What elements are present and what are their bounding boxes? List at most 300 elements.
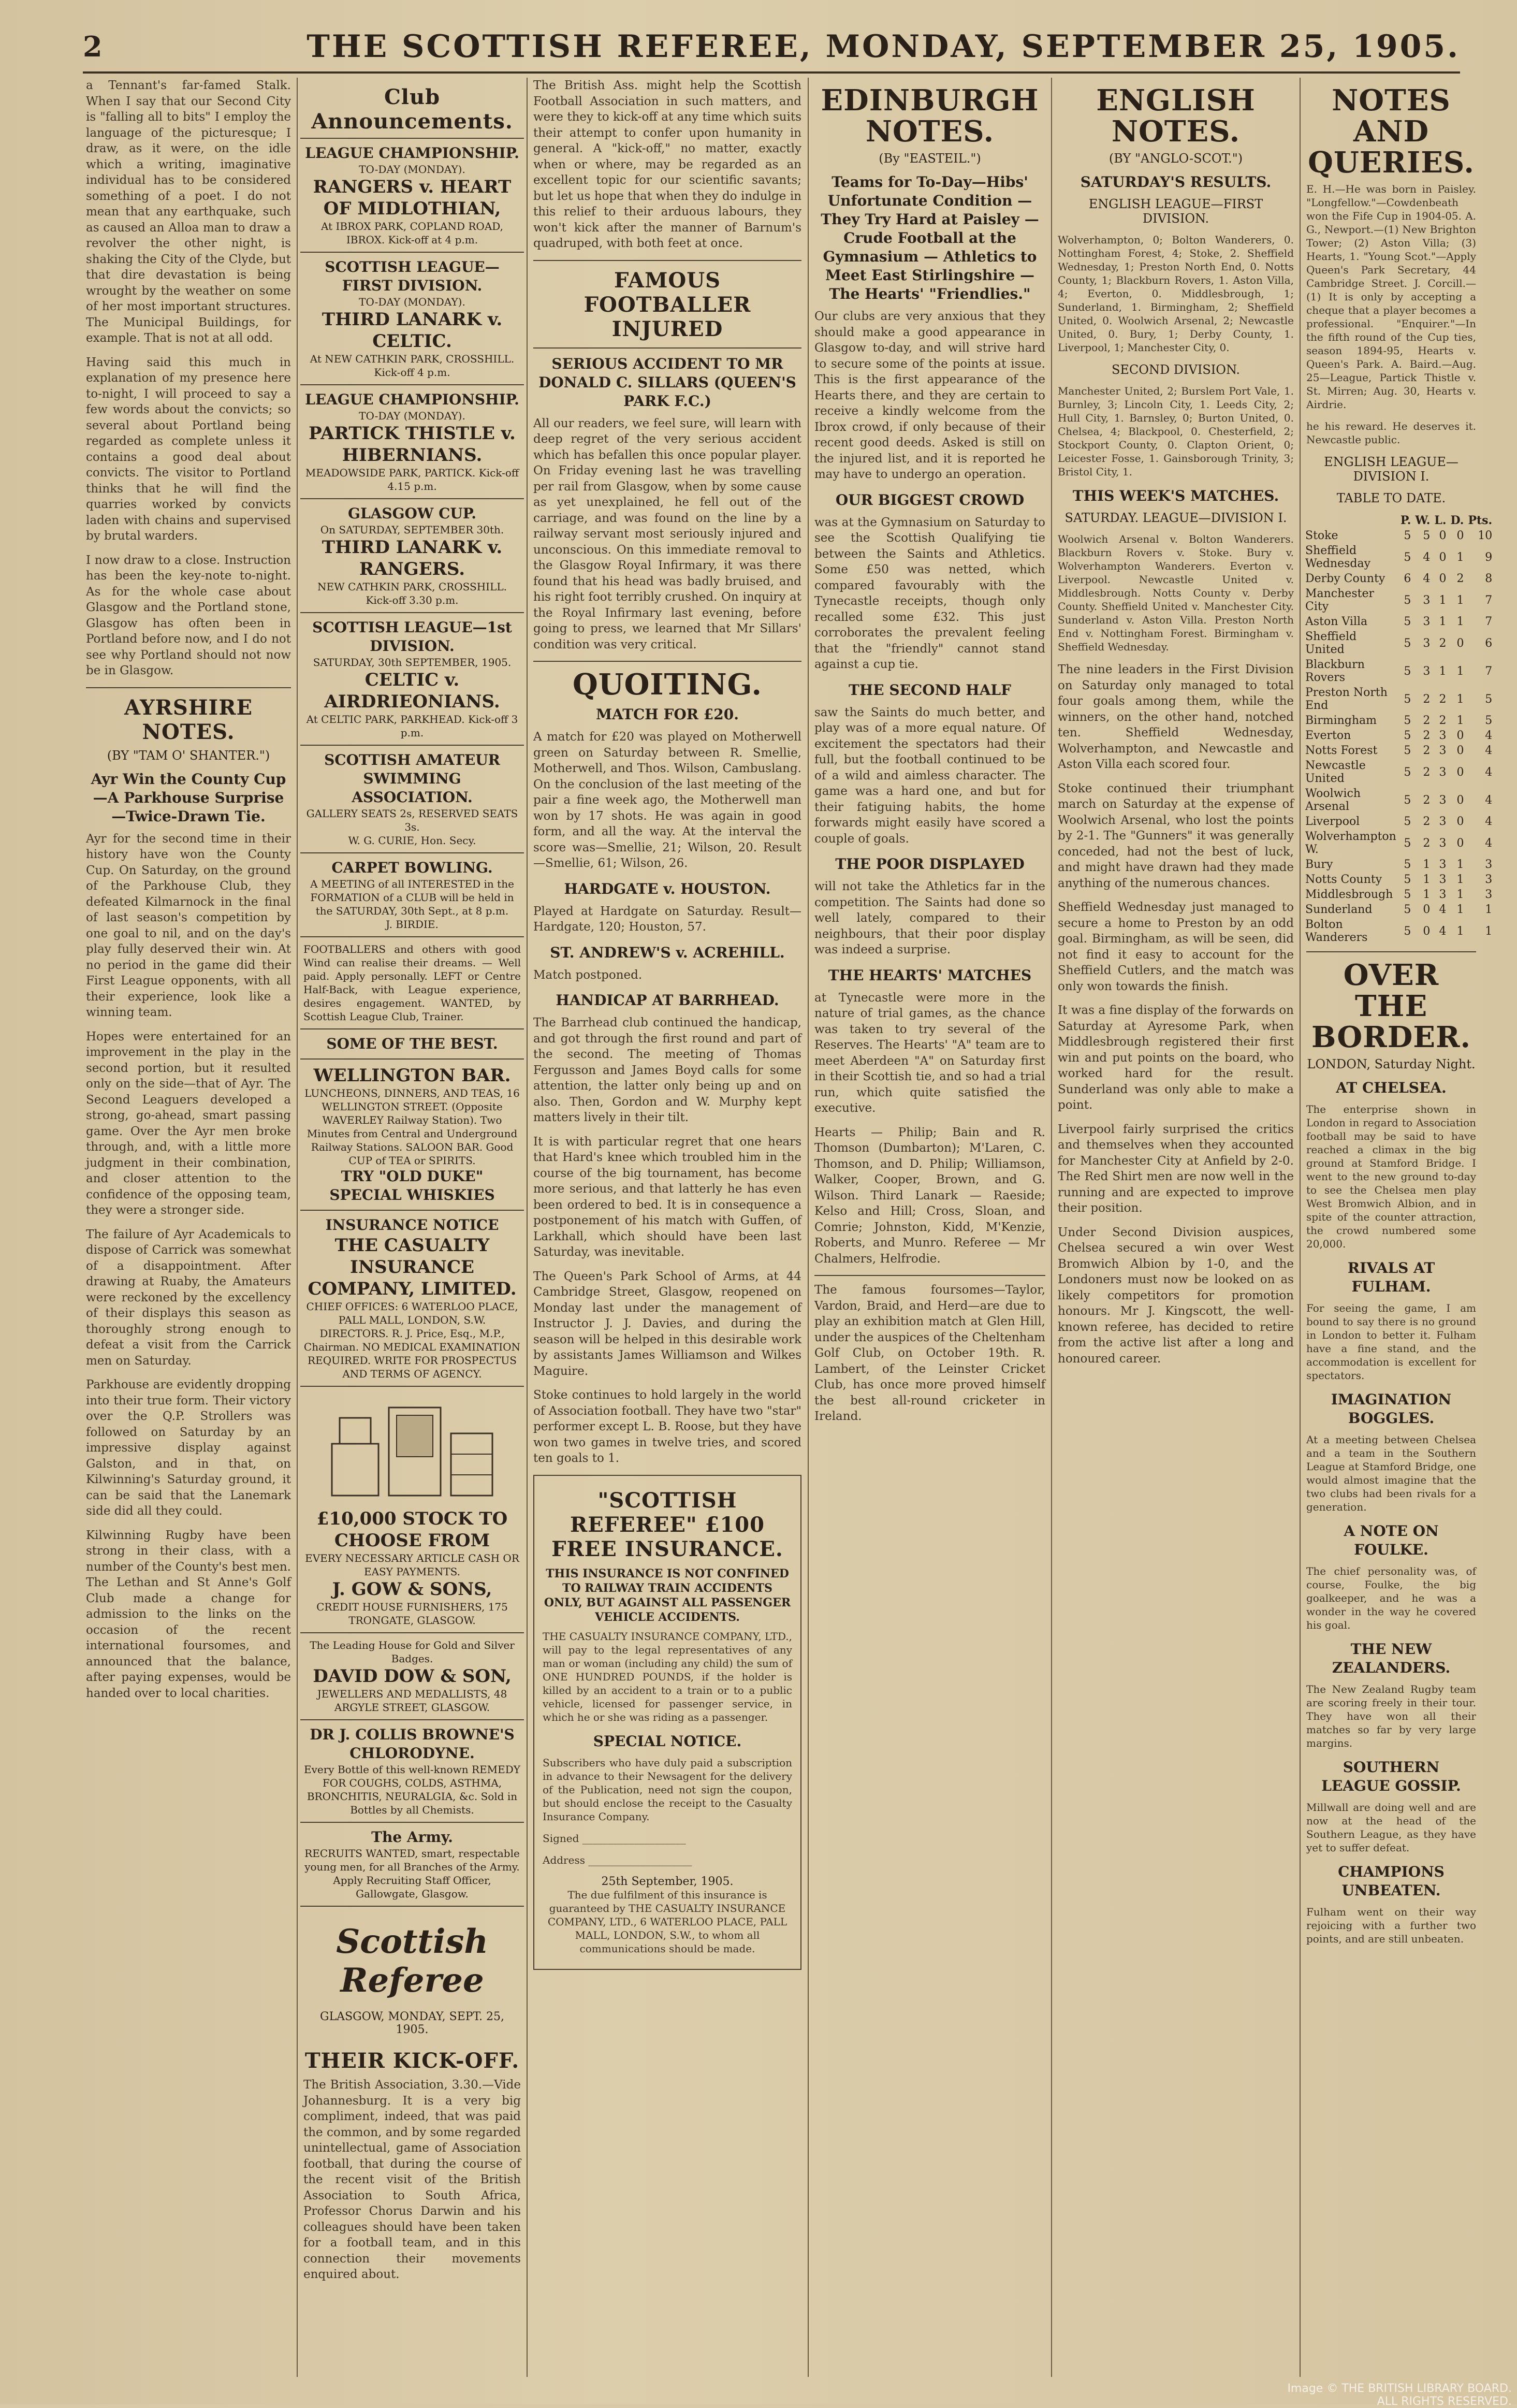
stat-cell: 2 bbox=[1423, 815, 1431, 828]
stat-cell: 5 bbox=[1404, 729, 1411, 742]
stat-cell: 4 bbox=[1439, 924, 1447, 938]
special-notice-title: SPECIAL NOTICE. bbox=[593, 1732, 742, 1750]
advert-heading: GLASGOW CUP. bbox=[348, 505, 476, 522]
advert-text: Every Bottle of this well-known REMEDY FOR COUGHS, COLDS, ASTHMA, BRONCHITIS, NEURALGIA, &c. Sold in Bottles by all Chemists. bbox=[304, 1763, 520, 1816]
stat-cell: 0 bbox=[1423, 924, 1431, 938]
column-5 bbox=[1055, 78, 1297, 2377]
article-paragraph: Liverpool fairly surprised the critics and themselves when they accounted for Manchester City at Anfield by 2-0. The Red Shirt men are now well in the running and are expected to improve their position. bbox=[1058, 1122, 1294, 1215]
furniture-advert bbox=[300, 1386, 524, 1632]
queries-answers: E. H.—He was born in Paisley. "Longfellow."—Cowdenbeath won the Fife Cup in 1904-05. A. G., Newport.—(1) New Brighton Tower; (2) Aston Villa; (3) Hearts, 1. "Young Scot."—Apply Queen's Park Secretary, 44 Cambridge Street. J. Corcill.—(1) It is only by accepting a cheque that a player becomes a professional. "Enquirer."—In the fifth round of the Cup ties, season 1894-95, Hearts v. Queen's Park. A. Baird.—Aug. 25—League, Partick Thistle v. St. Mirren; Aug. 30, Hearts v. Airdrie. bbox=[1306, 183, 1476, 411]
team-name-cell: Sheffield Wednesday bbox=[1305, 544, 1371, 570]
stat-cell: 2 bbox=[1423, 714, 1431, 727]
jeweller-advert bbox=[300, 1632, 524, 1719]
army-advert bbox=[300, 1822, 524, 1906]
league-table-title: ENGLISH LEAGUE—DIVISION I. bbox=[1324, 455, 1458, 484]
advert-tagline: The Leading House for Gold and Silver Badges. bbox=[310, 1639, 515, 1665]
table-row bbox=[1303, 872, 1494, 887]
team-name-cell: Middlesbrough bbox=[1305, 888, 1393, 901]
club-announcements-heading: Club Announcements. bbox=[311, 85, 513, 134]
stat-cell: 3 bbox=[1439, 744, 1447, 757]
stat-cell: 5 bbox=[1404, 615, 1411, 628]
advert-fixture: RANGERS v. HEART OF MIDLOTHIAN, bbox=[313, 177, 512, 219]
advert-venue: MEADOWSIDE PARK, PARTICK. Kick-off 4.15 p.m. bbox=[305, 467, 519, 492]
league-table-subtitle: TABLE TO DATE. bbox=[1336, 491, 1446, 505]
table-header-cell: L. bbox=[1434, 514, 1447, 527]
team-name-cell: Woolwich Arsenal bbox=[1305, 787, 1361, 813]
stat-cell: 2 bbox=[1423, 692, 1431, 706]
signature-line[interactable]: Signed ____________________ bbox=[543, 1832, 686, 1845]
ayrshire-subheading: Ayr Win the County Cup—A Parkhouse Surprise—Twice-Drawn Tie. bbox=[91, 770, 286, 825]
advert-tagline: TRY "OLD DUKE" SPECIAL WHISKIES bbox=[329, 1168, 495, 1203]
advert-title: WELLINGTON BAR. bbox=[313, 1065, 511, 1086]
wellington-advert bbox=[300, 1058, 524, 1210]
stat-cell: 1 bbox=[1456, 615, 1464, 628]
advert-fixture: CELTIC v. AIRDRIEONIANS. bbox=[324, 670, 500, 712]
column-4 bbox=[811, 78, 1048, 2377]
club-advert bbox=[300, 498, 524, 612]
stat-cell: 6 bbox=[1404, 572, 1411, 585]
page-number: 2 bbox=[83, 30, 103, 63]
article-paragraph: Millwall are doing well and are now at the head of the Southern League, as they have yet to suffer defeat. bbox=[1306, 1801, 1476, 1854]
column-6 bbox=[1303, 78, 1493, 2377]
stat-cell: 3 bbox=[1485, 858, 1493, 871]
stat-cell: 7 bbox=[1485, 593, 1493, 607]
stat-cell: 4 bbox=[1485, 815, 1493, 828]
stat-cell: 6 bbox=[1485, 636, 1493, 650]
stat-cell: 5 bbox=[1404, 636, 1411, 650]
article-paragraph: The British Ass. might help the Scottish Football Association in such matters, and were they to kick-off at any time which suits their attempt to confer upon humanity in general. A "kick-off," no matter, exactly when or where, may be regarded as an excellent topic for our scientific savants; but let us hope that when they do indulge in this relief to their arduous labours, they won't kick after the manner of Barnum's quadruped, with both feet at once. bbox=[533, 79, 801, 250]
coupon-date: 25th September, 1905. bbox=[601, 1875, 734, 1888]
stat-cell: 2 bbox=[1439, 714, 1447, 727]
advert-text: CHIEF OFFICES: 6 WATERLOO PLACE, PALL MALL, LONDON, S.W. DIRECTORS. R. J. Price, Esq., M.P., Chairman. NO MEDICAL EXAMINATION REQUIRED. WRITE FOR PROSPECTUS AND TERMS OF AGENCY. bbox=[303, 1300, 521, 1380]
advert-fixture: THIRD LANARK v. RANGERS. bbox=[322, 537, 503, 579]
advert-venue: At IBROX PARK, COPLAND ROAD, IBROX. Kick-off at 4 p.m. bbox=[321, 220, 503, 246]
article-paragraph: Kilwinning Rugby have been strong in their class, with a number of the County's best men. The Lethan and St Anne's Golf Club made a change for admission to the links on the occasion of the recent international foursomes, and announced that the balance, after paying expenses, would be handed over to local charities. bbox=[86, 1528, 291, 1700]
stat-cell: 2 bbox=[1456, 572, 1464, 585]
table-row bbox=[1303, 887, 1494, 902]
table-header-cell: W. bbox=[1415, 514, 1431, 527]
stat-cell: 5 bbox=[1404, 765, 1411, 779]
divider bbox=[533, 347, 801, 349]
edinburgh-heading: EDINBURGH NOTES. bbox=[821, 83, 1039, 149]
stat-cell: 0 bbox=[1439, 550, 1447, 564]
stat-cell: 5 bbox=[1423, 529, 1431, 542]
stat-cell: 0 bbox=[1456, 815, 1464, 828]
article-paragraph: For seeing the game, I am bound to say there is no ground in London to better it. Fulham have a fine stand, and the accommodation is excellent for spectators. bbox=[1306, 1302, 1476, 1382]
article-paragraph: was at the Gymnasium on Saturday to see the Scottish Qualifying tie between the Saints and Athletics. Some £50 was netted, which compared favourably with the Tynecastle receipts, though only recalled some £32. This just corroborates the prevalent feeling that the "friendly" cannot stand against a cup tie. bbox=[814, 515, 1045, 671]
advert-text: RECRUITS WANTED, smart, respectable young men, for all Branches of the Army. Apply Recruiting Staff Officer, Gallowgate, Glasgow. bbox=[304, 1847, 520, 1900]
advert-title: The Army. bbox=[371, 1829, 453, 1846]
stat-cell: 7 bbox=[1485, 664, 1493, 678]
stat-cell: 1 bbox=[1439, 615, 1447, 628]
advert-date: A MEETING of all INTERESTED in the FORMATION of a CLUB will be held in the SATURDAY, 30th Sept., at 8 p.m. bbox=[310, 878, 514, 917]
stat-cell: 1 bbox=[1456, 692, 1464, 706]
section-subheading: THE HEARTS' MATCHES bbox=[828, 966, 1032, 984]
stat-cell: 3 bbox=[1439, 765, 1447, 779]
advert-heading: CARPET BOWLING. bbox=[331, 859, 493, 876]
stat-cell: 0 bbox=[1456, 744, 1464, 757]
advert-venue: At NEW CATHKIN PARK, CROSSHILL. Kick-off 4 p.m. bbox=[310, 353, 515, 379]
match-subheading: ST. ANDREW'S v. ACREHILL. bbox=[550, 944, 785, 961]
stat-cell: 3 bbox=[1485, 873, 1493, 886]
coupon-title: "SCOTTISH REFEREE" £100 FREE INSURANCE. bbox=[551, 1488, 783, 1561]
table-row bbox=[1303, 543, 1494, 571]
table-row bbox=[1303, 528, 1494, 543]
stat-cell: 5 bbox=[1404, 692, 1411, 706]
table-row bbox=[1303, 713, 1494, 728]
classifieds bbox=[300, 936, 524, 1028]
advert-heading: LEAGUE CHAMPIONSHIP. bbox=[305, 144, 519, 162]
injury-heading: FAMOUS FOOTBALLER INJURED bbox=[584, 268, 751, 341]
league-table bbox=[1303, 513, 1494, 945]
results-division-heading: ENGLISH LEAGUE—FIRST DIVISION. bbox=[1088, 197, 1263, 226]
stat-cell: 0 bbox=[1456, 765, 1464, 779]
stat-cell: 5 bbox=[1404, 836, 1411, 850]
table-header-cell: Pts. bbox=[1468, 514, 1493, 527]
masthead-rule bbox=[83, 71, 1460, 74]
article-paragraph: The enterprise shown in London in regard to Association football may be said to have reached a climax in the big ground at Stamford Bridge. I went to the new ground to-day to see the Chelsea men play West Bromwich Albion, and in spite of the counter attraction, the crowd numbered some 20,000. bbox=[1306, 1103, 1476, 1250]
table-row bbox=[1303, 857, 1494, 872]
article-paragraph: Ayr for the second time in their history have won the County Cup. On Saturday, on the ground of the Parkhouse Club, they defeated Kilmarnock in the final of last season's competition by one goal to nil, and on the day's play fully deserved their win. At no period in the game did their First League opponents, with all their experience, look like a winning team. bbox=[86, 832, 291, 1019]
column-divider bbox=[808, 78, 809, 2377]
article-paragraph: Stoke continued their triumphant march on Saturday at the expense of Woolwich Arsenal, who lost the points by 2-1. The "Gunners" it was generally conceded, had not the best of luck, and might have drawn had they made anything of the numerous chances. bbox=[1058, 781, 1294, 890]
stat-cell: 3 bbox=[1423, 664, 1431, 678]
article-paragraph: Parkhouse are evidently dropping into their true form. Their victory over the Q.P. Strollers was followed on Saturday by an impressive display against Galston, and in that, on Kilwinning's Saturday ground, it can be said that the Lanemark side did all they could. bbox=[86, 1378, 291, 1518]
stat-cell: 5 bbox=[1485, 692, 1493, 706]
stat-cell: 5 bbox=[1404, 903, 1411, 916]
article-paragraph: Stoke continues to hold largely in the world of Association football. They have two "star" performer except L. B. Roose, but they have won two games in twelve tries, and scored ten goals to 1. bbox=[533, 1388, 801, 1465]
table-header-cell bbox=[1303, 513, 1398, 528]
table-row bbox=[1303, 571, 1494, 586]
team-name-cell: Stoke bbox=[1305, 529, 1338, 542]
team-name-cell: Preston North End bbox=[1305, 686, 1388, 712]
team-name-cell: Wolverhampton W. bbox=[1305, 830, 1396, 856]
stat-cell: 1 bbox=[1456, 714, 1464, 727]
english-heading: ENGLISH NOTES. bbox=[1096, 83, 1256, 149]
queries-heading: NOTES AND QUERIES. bbox=[1308, 83, 1475, 180]
article-paragraph: Match postponed. bbox=[533, 968, 643, 982]
address-label: Address bbox=[543, 1853, 585, 1866]
stat-cell: 3 bbox=[1423, 615, 1431, 628]
stat-cell: 5 bbox=[1404, 714, 1411, 727]
ayrshire-byline: (BY "TAM O' SHANTER.") bbox=[107, 748, 270, 763]
results-list: Wolverhampton, 0; Bolton Wanderers, 0. Nottingham Forest, 4; Stoke, 2. Sheffield Wednesday, 1; Preston North End, 0. Notts County, 1; Blackburn Rovers, 1. Aston Villa, 4; Everton, 0. Middlesbrough, 1; Sunderland, 1. Birmingham, 2; Sheffield United, 0. Woolwich Arsenal, 2; Newcastle United, 0. Bury, 1; Derby County, 1. Liverpool, 1; Manchester City, 0. bbox=[1058, 234, 1294, 354]
column-3 bbox=[530, 78, 805, 2377]
coupon-text: THE CASUALTY INSURANCE COMPANY, LTD., will pay to the legal representatives of any man or woman (including any child) the sum of ONE HUNDRED POUNDS, if the holder is killed by an accident to a train or to a public vehicle, licensed for passenger service, in which he or she was riding as a passenger. bbox=[543, 1630, 792, 1723]
stat-cell: 1 bbox=[1485, 924, 1493, 938]
stat-cell: 1 bbox=[1456, 924, 1464, 938]
table-row bbox=[1303, 829, 1494, 857]
table-row bbox=[1303, 758, 1494, 786]
stat-cell: 4 bbox=[1485, 729, 1493, 742]
coupon-footer: The due fulfilment of this insurance is guaranteed by THE CASUALTY INSURANCE COMPANY, LTD., 6 WATERLOO PLACE, PALL MALL, LONDON, S.W., to whom all communications should be made. bbox=[547, 1888, 787, 1955]
stat-cell: 1 bbox=[1456, 593, 1464, 607]
stat-cell: 4 bbox=[1423, 550, 1431, 564]
advert-heading: SCOTTISH AMATEUR SWIMMING ASSOCIATION. bbox=[324, 751, 500, 806]
stat-cell: 5 bbox=[1404, 550, 1411, 564]
article-paragraph: At a meeting between Chelsea and a team in the Southern League at Stamford Bridge, one would almost imagine that the two clubs had been rivals for a generation. bbox=[1306, 1433, 1476, 1513]
stat-cell: 5 bbox=[1485, 714, 1493, 727]
stat-cell: 7 bbox=[1485, 615, 1493, 628]
stat-cell: 5 bbox=[1404, 924, 1411, 938]
special-notice-text: Subscribers who have duly paid a subscription in advance to their Newsagent for the delivery of the Publication, need not sign the coupon, but should enclose the receipt to the Casualty Insurance Company. bbox=[543, 1756, 792, 1823]
matches-division-heading: SATURDAY. LEAGUE—DIVISION I. bbox=[1064, 511, 1287, 525]
stat-cell: 0 bbox=[1456, 793, 1464, 807]
newspaper-logo: Scottish Referee bbox=[336, 1922, 488, 2000]
table-row bbox=[1303, 629, 1494, 657]
stat-cell: 10 bbox=[1478, 529, 1493, 542]
article-paragraph: The nine leaders in the First Division on Saturday only managed to total four goals among them, while the winners, on the other hand, notched ten. Sheffield Wednesday, Wolverhampton, and Newcastle and Aston Villa each scored four. bbox=[1058, 663, 1294, 771]
advert-signature: J. BIRDIE. bbox=[386, 918, 439, 931]
advert-text: EVERY NECESSARY ARTICLE CASH OR EASY PAYMENTS. bbox=[305, 1552, 519, 1578]
article-paragraph: The chief personality was, of course, Foulke, the big goalkeeper, and he was a wonder in the way he covered his goal. bbox=[1306, 1565, 1476, 1631]
advert-title: THE CASUALTY INSURANCE COMPANY, LIMITED. bbox=[308, 1235, 517, 1299]
section-subheading: THE NEW ZEALANDERS. bbox=[1332, 1641, 1451, 1676]
divider bbox=[86, 687, 291, 688]
stat-cell: 1 bbox=[1423, 873, 1431, 886]
advert-venue: NEW CATHKIN PARK, CROSSHILL. Kick-off 3.30 p.m. bbox=[317, 581, 507, 606]
article-paragraph: will not take the Athletics far in the competition. The Saints had done so well lately, compared to their neighbours, that their poor display was indeed a surprise. bbox=[814, 880, 1045, 956]
stat-cell: 5 bbox=[1404, 873, 1411, 886]
fixtures-list: Woolwich Arsenal v. Bolton Wanderers. Blackburn Rovers v. Stoke. Bury v. Wolverhampton Wanderers. Everton v. Liverpool. Newcastle United v. Middlesbrough. Notts County v. Derby County. Sheffield United v. Manchester City. Sunderland v. Aston Villa. Preston North End v. Nottingham Forest. Birmingham v. Sheffield Wednesday. bbox=[1058, 533, 1294, 653]
stat-cell: 5 bbox=[1404, 529, 1411, 542]
article-paragraph: The Barrhead club continued the handicap, and got through the first round and part of the second. The meeting of Thomas Fergusson and James Boyd calls for some attention, the latter only being up and on also. Then, Gordon and W. Murphy kept matters lively in their tilt. bbox=[533, 1016, 801, 1124]
article-paragraph: Having said this much in explanation of my presence here to-night, I will proceed to say a few words about the convicts; so several about Portland being regarded as complete unless it contains a good deal about convicts. The visitor to Portland thinks that he will find the quarries worked by convicts laden with chains and supervised by brutal warders. bbox=[86, 355, 291, 543]
over-border-heading: OVER THE BORDER. bbox=[1311, 958, 1471, 1054]
team-name-cell: Sheffield United bbox=[1305, 630, 1357, 656]
stat-cell: 2 bbox=[1423, 836, 1431, 850]
stat-cell: 2 bbox=[1423, 729, 1431, 742]
advert-heading: INSURANCE NOTICE bbox=[325, 1216, 499, 1234]
table-row bbox=[1303, 786, 1494, 814]
table-row bbox=[1303, 743, 1494, 758]
team-name-cell: Aston Villa bbox=[1305, 615, 1368, 628]
edinburgh-subheading: Teams for To-Day—Hibs' Unfortunate Condition — They Try Hard at Paisley — Crude Football at the Gymnasium — Athletics to Meet East Stirlingshire — The Hearts' "Friendlies." bbox=[821, 173, 1039, 302]
stat-cell: 1 bbox=[1456, 664, 1464, 678]
article-paragraph: All our readers, we feel sure, will learn with deep regret of the very serious accident which has befallen this once popular player. On Friday evening last he was travelling per rail from Glasgow, when by some cause as yet unexplained, he fell out of the carriage, and was found on the line by a railway servant most seriously injured and unconscious. On this immediate removal to the Glasgow Royal Infirmary, it was there found that his head was badly bruised, and his right foot terribly crushed. On inquiry at the Royal Infirmary last evening, before going to press, we learned that Mr Sillars' condition was very critical. bbox=[533, 416, 801, 651]
advert-text: CREDIT HOUSE FURNISHERS, 175 TRONGATE, GLASGOW. bbox=[316, 1601, 508, 1627]
table-row bbox=[1303, 902, 1494, 917]
stat-cell: 3 bbox=[1439, 858, 1447, 871]
club-advert bbox=[300, 384, 524, 498]
stat-cell: 5 bbox=[1404, 858, 1411, 871]
masthead bbox=[83, 26, 1460, 67]
article-paragraph: The British Association, 3.30.—Vide Johannesburg. It is a very big compliment, indeed, that was paid the common, and by some regarded unintellectual, game of Association football, that during the course of the recent visit of the British Association to South Africa, Professor Chorus Darwin and his colleagues should have been taken for a football team, and in this connection their movements enquired about. bbox=[303, 2078, 521, 2281]
team-name-cell: Derby County bbox=[1305, 572, 1385, 585]
section-subheading: IMAGINATION BOGGLES. bbox=[1331, 1391, 1452, 1427]
insurance-advert bbox=[300, 1210, 524, 1386]
table-row bbox=[1303, 728, 1494, 743]
stat-cell: 2 bbox=[1439, 636, 1447, 650]
table-header-cell: P. bbox=[1400, 514, 1411, 527]
section-subheading: CHAMPIONS UNBEATEN. bbox=[1338, 1863, 1445, 1899]
stat-cell: 3 bbox=[1423, 593, 1431, 607]
stat-cell: 9 bbox=[1485, 550, 1493, 564]
advert-text: LUNCHEONS, DINNERS, AND TEAS, 16 WELLINGTON STREET. (Opposite WAVERLEY Railway Station). Two Minutes from Central and Underground Railway Stations. SALOON BAR. Good CUP of TEA or SPIRITS. bbox=[304, 1087, 520, 1167]
stat-cell: 4 bbox=[1485, 744, 1493, 757]
stat-cell: 2 bbox=[1423, 793, 1431, 807]
club-advert bbox=[300, 612, 524, 745]
stat-cell: 1 bbox=[1423, 888, 1431, 901]
article-paragraph: The New Zealand Rugby team are scoring freely in their tour. They have won all their matches so far by very large margins. bbox=[1306, 1683, 1476, 1749]
advert-signature: W. G. CURIE, Hon. Secy. bbox=[348, 834, 476, 847]
stat-cell: 5 bbox=[1404, 888, 1411, 901]
results-list: Manchester United, 2; Burslem Port Vale, 1. Burnley, 3; Lincoln City, 1. Leeds City, 2; Hull City, 1. Barnsley, 0; Burton United, 0. Chelsea, 4; Blackpool, 0. Chesterfield, 2; Stockport County, 0. Clapton Orient, 0; Leicester Fosse, 1. Gainsborough Trinity, 3; Bristol City, 1. bbox=[1058, 385, 1294, 478]
stat-cell: 1 bbox=[1456, 858, 1464, 871]
advert-date: TO-DAY (MONDAY). bbox=[359, 163, 465, 176]
stat-cell: 5 bbox=[1404, 593, 1411, 607]
section-subheading: RIVALS AT FULHAM. bbox=[1347, 1259, 1435, 1295]
article-paragraph: he his reward. He deserves it. Newcastle public. bbox=[1306, 420, 1476, 446]
chlorodyne-advert bbox=[300, 1719, 524, 1822]
stat-cell: 3 bbox=[1485, 888, 1493, 901]
article-paragraph: It is with particular regret that one hears that Hard's knee which troubled him in the course of the big tournament, has become more serious, and that latterly he has even been ordered to bed. It is in consequence a postponement of his match with Guffen, of Larkhall, which should have been last Saturday, was inevitable. bbox=[533, 1135, 801, 1259]
divider bbox=[1306, 951, 1476, 952]
advert-fixture: PARTICK THISTLE v. HIBERNIANS. bbox=[309, 423, 516, 466]
stat-cell: 1 bbox=[1439, 593, 1447, 607]
stat-cell: 1 bbox=[1456, 903, 1464, 916]
section-subheading: AT CHELSEA. bbox=[1336, 1079, 1447, 1096]
section-subheading: THE POOR DISPLAYED bbox=[835, 855, 1025, 873]
match-subheading: MATCH FOR £20. bbox=[596, 706, 739, 723]
stat-cell: 3 bbox=[1439, 793, 1447, 807]
stat-cell: 3 bbox=[1439, 873, 1447, 886]
stat-cell: 2 bbox=[1423, 765, 1431, 779]
column-divider bbox=[1051, 78, 1052, 2377]
article-paragraph: Fulham went on their way rejoicing with a further two points, and are still unbeaten. bbox=[1306, 1906, 1476, 1945]
stat-cell: 2 bbox=[1423, 744, 1431, 757]
classified-text: FOOTBALLERS and others with good Wind can realise their dreams. — Well paid. Apply personally. LEFT or Centre Half-Back, with League experience, desires engagement. WANTED, by Scottish League Club, Trainer. bbox=[303, 943, 521, 1023]
editorial-dateline: GLASGOW, MONDAY, SEPT. 25, 1905. bbox=[320, 2010, 504, 2036]
article-paragraph: I now draw to a close. Instruction has been the key-note to-night. As for the whole case about Glasgow and the Portland stone, Glasgow has often been in Portland before now, and I do not see why Portland should not now be in Glasgow. bbox=[86, 553, 291, 677]
stat-cell: 2 bbox=[1439, 692, 1447, 706]
image-credit: Image © THE BRITISH LIBRARY BOARD. ALL RIGHTS RESERVED. bbox=[1287, 2382, 1512, 2408]
stat-cell: 5 bbox=[1404, 744, 1411, 757]
matches-subheading: THIS WEEK'S MATCHES. bbox=[1072, 487, 1279, 504]
article-paragraph: The Queen's Park School of Arms, at 44 Cambridge Street, Glasgow, reopened on Monday last under the management of Instructor J. J. Davies, and during the season will be helped in this desirable work by assistants James Williamson and Wilkes Maguire. bbox=[533, 1269, 801, 1378]
stat-cell: 8 bbox=[1485, 572, 1493, 585]
stat-cell: 0 bbox=[1456, 636, 1464, 650]
article-paragraph: The failure of Ayr Academicals to dispose of Carrick was somewhat of a disappointment. After drawing at Ruaby, the Amateurs were reckoned by the excellency of their displays this season as thoroughly strong enough to defeat a visit from the Carrick men on Saturday. bbox=[86, 1227, 291, 1368]
table-row bbox=[1303, 586, 1494, 614]
advert-heading: SCOTTISH LEAGUE—1st DIVISION. bbox=[312, 619, 512, 655]
team-name-cell: Birmingham bbox=[1305, 714, 1377, 727]
article-paragraph: Sheffield Wednesday just managed to secure a home to Preston by an odd goal. Birmingham, as will be seen, did not find it easy to account for the Sheffield Cutlers, and the match was only won towards the finish. bbox=[1058, 901, 1294, 993]
article-paragraph: saw the Saints do much better, and play was of a more equal nature. Of excitement the spectators had their full, but the football continued to be of a wild and aimless character. The game was a hard one, and but for their fatiguing habits, the home forwards might easily have scored a couple of goals. bbox=[814, 705, 1045, 846]
results-subheading: SATURDAY'S RESULTS. bbox=[1080, 173, 1272, 191]
advert-title: J. GOW & SONS, bbox=[332, 1579, 492, 1600]
over-border-dateline: LONDON, Saturday Night. bbox=[1307, 1057, 1476, 1071]
stat-cell: 4 bbox=[1485, 765, 1493, 779]
stat-cell: 3 bbox=[1439, 729, 1447, 742]
match-subheading: HARDGATE v. HOUSTON. bbox=[564, 880, 771, 897]
match-subheading: HANDICAP AT BARRHEAD. bbox=[556, 992, 779, 1009]
advert-date: TO-DAY (MONDAY). bbox=[359, 410, 465, 422]
article-paragraph: at Tynecastle were more in the nature of trial games, as the chance was taken to try several of the Reserves. The Hearts' "A" team are to meet Aberdeen "A" on Saturday first in their Scottish tie, and so had a trial run, which quite satisfied the executive. bbox=[814, 991, 1045, 1115]
table-row bbox=[1303, 814, 1494, 829]
section-subheading: SOUTHERN LEAGUE GOSSIP. bbox=[1321, 1759, 1461, 1794]
team-name-cell: Blackburn Rovers bbox=[1305, 658, 1365, 684]
edinburgh-byline: (By "EASTEIL.") bbox=[879, 151, 981, 166]
team-name-cell: Notts Forest bbox=[1305, 744, 1378, 757]
advert-fixture: THIRD LANARK v. CELTIC. bbox=[322, 309, 503, 352]
section-subheading: THE SECOND HALF bbox=[849, 681, 1011, 699]
stat-cell: 4 bbox=[1485, 836, 1493, 850]
team-lineups: Hearts — Philip; Bain and R. Thomson (Dumbarton); M'Laren, C. Thomson, and D. Philip; Williamson, Walker, Cooper, Brown, and G. Wilson. Third Lanark — Raeside; Kelso and Hill; Cross, Sloan, and Comrie; Johnston, Kidd, M'Kenzie, Roberts, and Munro. Referee — Mr Chalmers, Helfrodie. bbox=[814, 1125, 1045, 1266]
advert-title: £10,000 STOCK TO CHOOSE FROM bbox=[316, 1508, 508, 1551]
stat-cell: 4 bbox=[1439, 903, 1447, 916]
advert-date: On SATURDAY, SEPTEMBER 30th. bbox=[320, 524, 504, 536]
newspaper-title: THE SCOTTISH REFEREE, MONDAY, SEPTEMBER 25, 1905. bbox=[307, 28, 1460, 65]
quoiting-heading: QUOITING. bbox=[573, 668, 762, 702]
article-paragraph: Under Second Division auspices, Chelsea secured a win over West Bromwich Albion by 1-0, and the Londoners must now be looked on as likely competitors for promotion honours. Mr J. Kingscott, the well-known referee, has decided to retire from the active list after a long and honoured career. bbox=[1058, 1225, 1294, 1366]
team-name-cell: Notts County bbox=[1305, 873, 1382, 886]
column-1 bbox=[83, 78, 294, 2377]
section-subheading: A NOTE ON FOULKE. bbox=[1344, 1522, 1439, 1558]
article-paragraph: The famous foursomes—Taylor, Vardon, Braid, and Herd—are due to play an exhibition match at Glen Hill, under the auspices of the Cheltenham Golf Club, on October 19th. R. Lambert, of the Leinster Cricket Club, has once more proved himself the best all-round cricketer in Ireland. bbox=[814, 1283, 1045, 1423]
article-paragraph: Hopes were entertained for an improvement in the play in the second portion, but it resulted only on the side—that of Ayr. The Second Leaguers developed a strong, go-ahead, smart passing game. Over the Ayr men broke through, and, with a little more judgment in their combination, and closer attention to the confidence of the opposing team, they were a stronger side. bbox=[86, 1029, 291, 1217]
english-byline: (BY "ANGLO-SCOT.") bbox=[1108, 151, 1243, 166]
stat-cell: 0 bbox=[1423, 903, 1431, 916]
coupon-subtitle: THIS INSURANCE IS NOT CONFINED TO RAILWAY TRAIN ACCIDENTS ONLY, BUT AGAINST ALL PASSENGER VEHICLE ACCIDENTS. bbox=[544, 1566, 791, 1624]
team-name-cell: Newcastle United bbox=[1305, 759, 1366, 785]
team-name-cell: Sunderland bbox=[1305, 903, 1373, 916]
address-line[interactable]: Address ____________________ bbox=[543, 1853, 692, 1866]
stat-cell: 1 bbox=[1456, 888, 1464, 901]
stat-cell: 3 bbox=[1439, 815, 1447, 828]
stat-cell: 4 bbox=[1485, 793, 1493, 807]
stat-cell: 0 bbox=[1456, 836, 1464, 850]
insurance-coupon bbox=[533, 1475, 801, 1970]
advert-date: TO-DAY (MONDAY). bbox=[359, 296, 465, 308]
table-header-cell: D. bbox=[1450, 514, 1464, 527]
advert-title: DAVID DOW & SON, bbox=[313, 1666, 512, 1687]
column-divider bbox=[527, 78, 528, 2377]
furniture-illustration bbox=[327, 1397, 498, 1501]
table-row bbox=[1303, 917, 1494, 945]
advert-text: JEWELLERS AND MEDALLISTS, 48 ARGYLE STREET, GLASGOW. bbox=[317, 1688, 507, 1714]
table-row bbox=[1303, 614, 1494, 629]
stat-cell: 1 bbox=[1485, 903, 1493, 916]
stat-cell: 1 bbox=[1456, 873, 1464, 886]
club-advert bbox=[300, 852, 524, 936]
stat-cell: 3 bbox=[1439, 836, 1447, 850]
stat-cell: 1 bbox=[1423, 858, 1431, 871]
advert-venue: At CELTIC PARK, PARKHEAD. Kick-off 3 p.m. bbox=[306, 713, 518, 739]
article-paragraph: A match for £20 was played on Motherwell green on Saturday between R. Smellie, Motherwell, and Thos. Wilson, Cambuslang. On the conclusion of the last meeting of the pair a fine week ago, the Motherwell man won by 17 shots. He was again in good form, and all the way. At the interval the score was—Smellie, 21; Wilson, 20. Result—Smellie, 61; Wilson, 26. bbox=[533, 730, 801, 870]
paper-nameplate bbox=[300, 1906, 524, 2041]
club-advert bbox=[300, 138, 524, 252]
team-name-cell: Manchester City bbox=[1305, 587, 1374, 613]
advert-title: DR J. COLLIS BROWNE'S CHLORODYNE. bbox=[310, 1726, 515, 1762]
article-paragraph: Our clubs are very anxious that they should make a good appearance in Glasgow to-day, and will strive hard to secure some of the points at issue. This is the first appearance of the Hearts there, and they are certain to receive a kindly welcome from the Ibrox crowd, if only because of their recent good deeds. Asked is still on the injured list, and it is reported he may have to undergo an operation. bbox=[814, 310, 1045, 481]
stat-cell: 5 bbox=[1404, 793, 1411, 807]
results-division-heading: SECOND DIVISION. bbox=[1111, 362, 1241, 377]
signed-label: Signed bbox=[543, 1832, 579, 1845]
stat-cell: 0 bbox=[1456, 729, 1464, 742]
divider bbox=[533, 260, 801, 261]
advert-heading: SCOTTISH LEAGUE—FIRST DIVISION. bbox=[325, 258, 500, 294]
team-name-cell: Bury bbox=[1305, 858, 1333, 871]
advert-date: GALLERY SEATS 2s, RESERVED SEATS 3s. bbox=[306, 807, 518, 833]
advert-heading: LEAGUE CHAMPIONSHIP. bbox=[305, 391, 519, 408]
stat-cell: 3 bbox=[1423, 636, 1431, 650]
team-name-cell: Liverpool bbox=[1305, 815, 1360, 828]
stat-cell: 1 bbox=[1456, 550, 1464, 564]
advert-date: SATURDAY, 30th SEPTEMBER, 1905. bbox=[313, 656, 512, 669]
injury-subheading: SERIOUS ACCIDENT TO MR DONALD C. SILLARS (QUEEN'S PARK F.C.) bbox=[538, 355, 796, 410]
divider bbox=[533, 661, 801, 662]
